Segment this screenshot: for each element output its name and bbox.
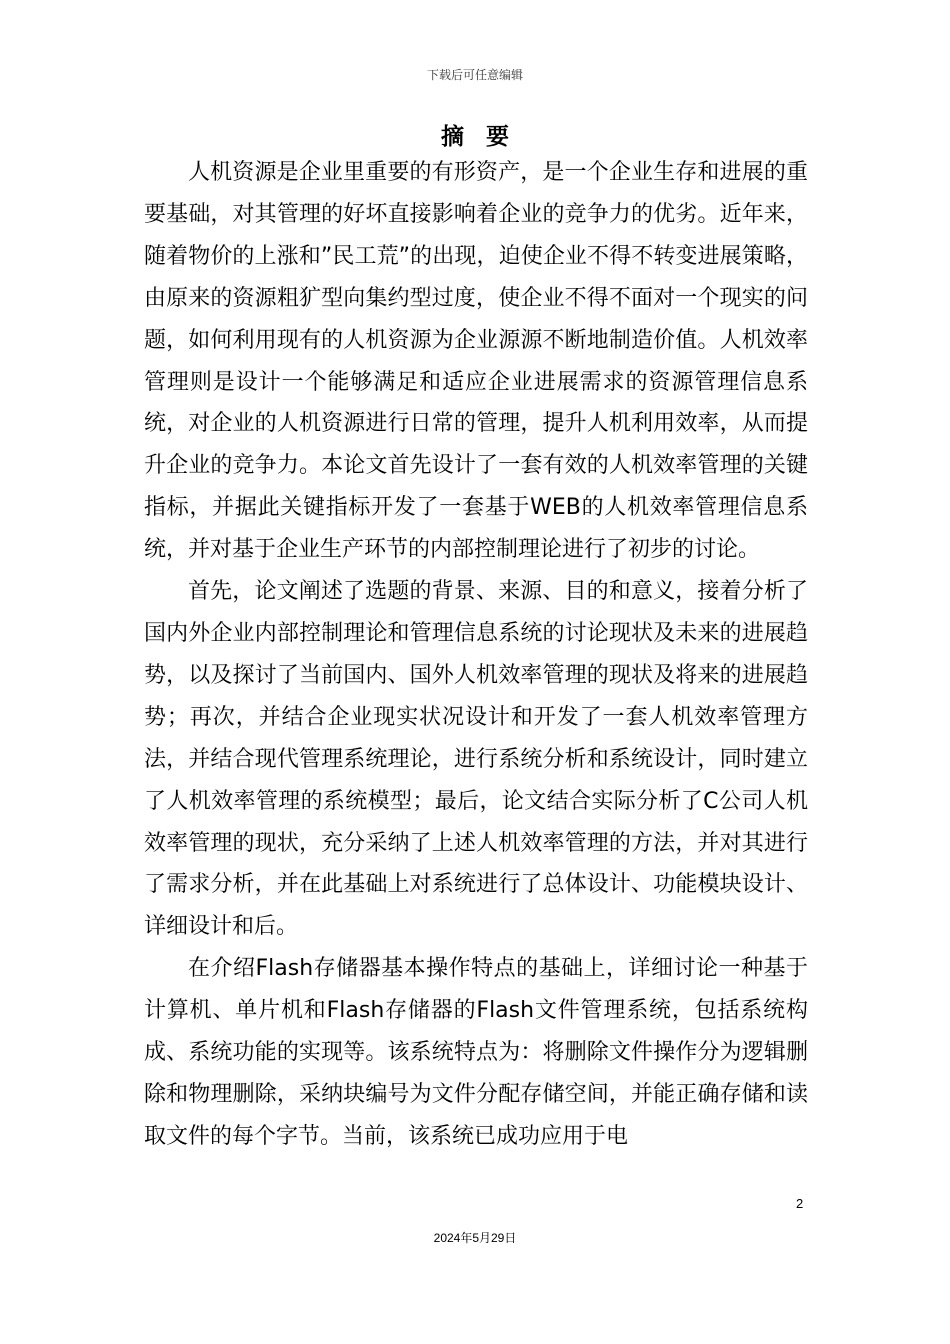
header-note: 下载后可任意编辑 [426, 68, 523, 82]
paragraph-1: 人机资源是企业里重要的有形资产，是一个企业生存和进展的重要基础，对其管理的好坏直接影响着企业的竞争力的优劣。近年来，随着物价的上涨和”民工荒”的出现，迫使企业不得不转变进展策略，由原来的资源粗犷型向集约型过度，使企业不得不面对一个现实的问题，如何利用现有的人机资源为企业源源不断地制造价值。人机效率管理则是设计一个能够满足和适应企业进展需求的资源管理信息系统，对企业的人机资源进行日常的管理，提升人机利用效率，从而提升企业的竞争力。本论文首先设计了一套有效的人机效率管理的关键指标，并据此关键指标开发了一套基于WEB的人机效率管理信息系统，并对基于企业生产环节的内部控制理论进行了初步的讨论。 [144, 160, 808, 563]
footer-date: 2024年5月29日 [433, 1231, 517, 1245]
paragraph-2: 首先，论文阐述了选题的背景、来源、目的和意义，接着分析了国内外企业内部控制理论和管理信息系统的讨论现状及未来的进展趋势，以及探讨了当前国内、国外人机效率管理的现状及将来的进展趋势；再次，并结合企业现实状况设计和开发了一套人机效率管理方法，并结合现代管理系统理论，进行系统分析和系统设计，同时建立了人机效率管理的系统模型；最后，论文结合实际分析了C公司人机效率管理的现状，充分采纳了上述人机效率管理的方法，并对其进行了需求分析，并在此基础上对系统进行了总体设计、功能模块设计、详细设计和后。 [144, 579, 808, 940]
page-number: 2 [796, 1196, 804, 1211]
page-title: 摘要 [441, 124, 531, 150]
abstract-body [144, 152, 808, 1158]
paragraph-3: 在介绍Flash存储器基本操作特点的基础上，详细讨论一种基于计算机、单片机和Flash存储器的Flash文件管理系统，包括系统构成、系统功能的实现等。该系统特点为：将删除文件操作分为逻辑删除和物理删除，采纳块编号为文件分配存储空间，并能正确存储和读取文件的每个字节。当前，该系统已成功应用于电 [144, 956, 808, 1149]
